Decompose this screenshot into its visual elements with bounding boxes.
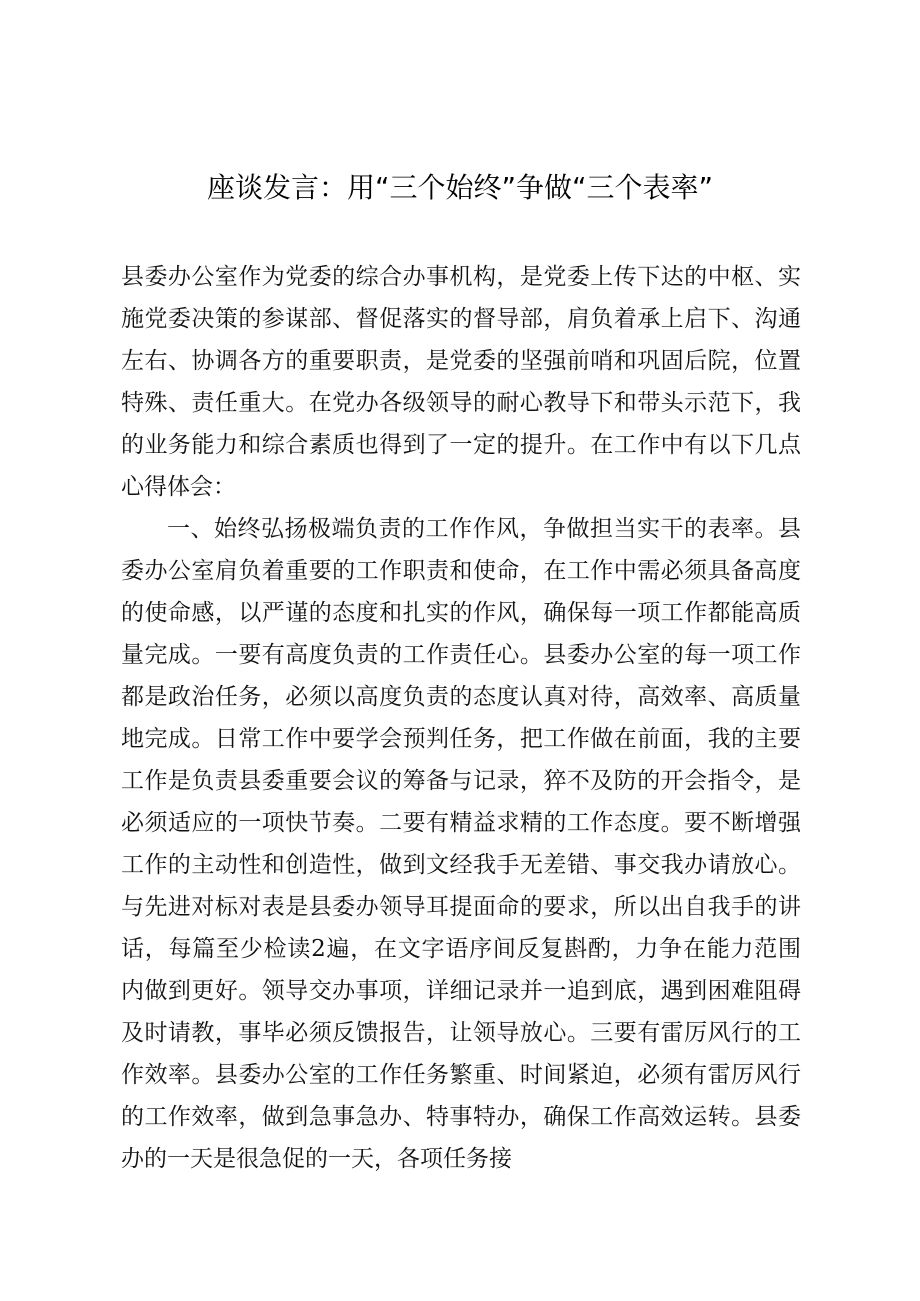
paragraph-intro: 县委办公室作为党委的综合办事机构，是党委上传下达的中枢、实施党委决策的参谋部、督促落实的督导部，肩负着承上启下、沟通左右、协调各方的重要职责，是党委的坚强前哨和巩固后院，位置特殊、责任重大。在党办各级领导的耐心教导下和带头示范下，我的业务能力和综合素质也得到了一定的提升。在工作中有以下几点心得体会： bbox=[121, 264, 801, 500]
paragraph-section-one: 一、始终弘扬极端负责的工作作风，争做担当实干的表率。县委办公室肩负着重要的工作职责和使命，在工作中需必须具备高度的使命感，以严谨的态度和扎实的作风，确保每一项工作都能高质量完成。一要有高度负责的工作责任心。县委办公室的每一项工作都是政治任务，必须以高度负责的态度认真对待，高效率、高质量地完成。日常工作中要学会预判任务，把工作做在前面，我的主要工作是负责县委重要会议的筹备与记录，猝不及防的开会指令，是必须适应的一项快节奏。二要有精益求精的工作态度。要不断增强工作的主动性和创造性，做到文经我手无差错、事交我办请放心。与先进对标对表是县委办领导耳提面命的要求，所以出自我手的讲话，每篇至少检读2遍，在文字语序间反复斟酌，力争在能力范围内做到更好。领导交办事项，详细记录并一追到底，遇到困难阻碍及时请教，事毕必须反馈报告，让领导放心。三要有雷厉风行的工作效率。县委办公室的工作任务繁重、时间紧迫，必须有雷厉风行的工作效率，做到急事急办、特事特办，确保工作高效运转。县委办的一天是很急促的一天，各项任务接 bbox=[121, 516, 801, 1172]
document-body bbox=[121, 256, 801, 1180]
document-title: 座谈发言：用“三个始终”争做“三个表率” bbox=[206, 171, 714, 204]
